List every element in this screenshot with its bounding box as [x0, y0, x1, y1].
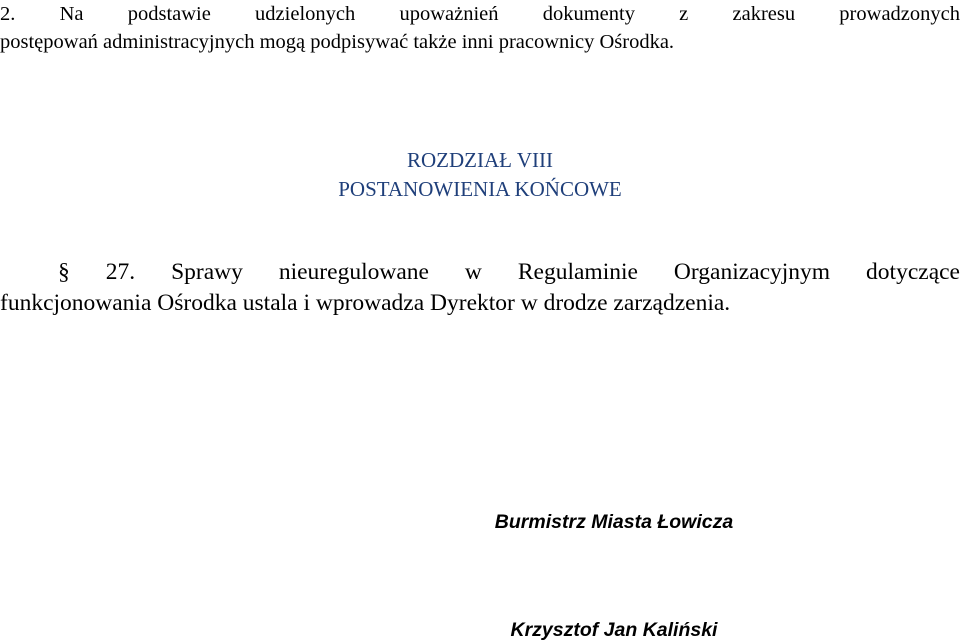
chapter-number: ROZDZIAŁ VIII: [407, 148, 553, 172]
signature-role: Burmistrz Miasta Łowicza: [494, 511, 734, 533]
paragraph-point-2: [0, 0, 960, 56]
signature-name: Krzysztof Jan Kaliński: [510, 619, 718, 641]
chapter-title: POSTANOWIENIA KOŃCOWE: [338, 177, 622, 201]
paragraph-line: funkcjonowania Ośrodka ustala i wprowadza Dyrektor w drodze zarządzenia.: [0, 290, 731, 316]
paragraph-line: § 27. Sprawy nieuregulowane w Regulaminie Organizacyjnym dotyczące: [58, 259, 960, 285]
paragraph-line: 2. Na podstawie udzielonych upoważnień dokumenty z zakresu prowadzonych: [0, 3, 960, 25]
paragraph-line: postępowań administracyjnych mogą podpisywać także inni pracownicy Ośrodka.: [0, 31, 675, 53]
paragraph-27: [0, 257, 960, 319]
